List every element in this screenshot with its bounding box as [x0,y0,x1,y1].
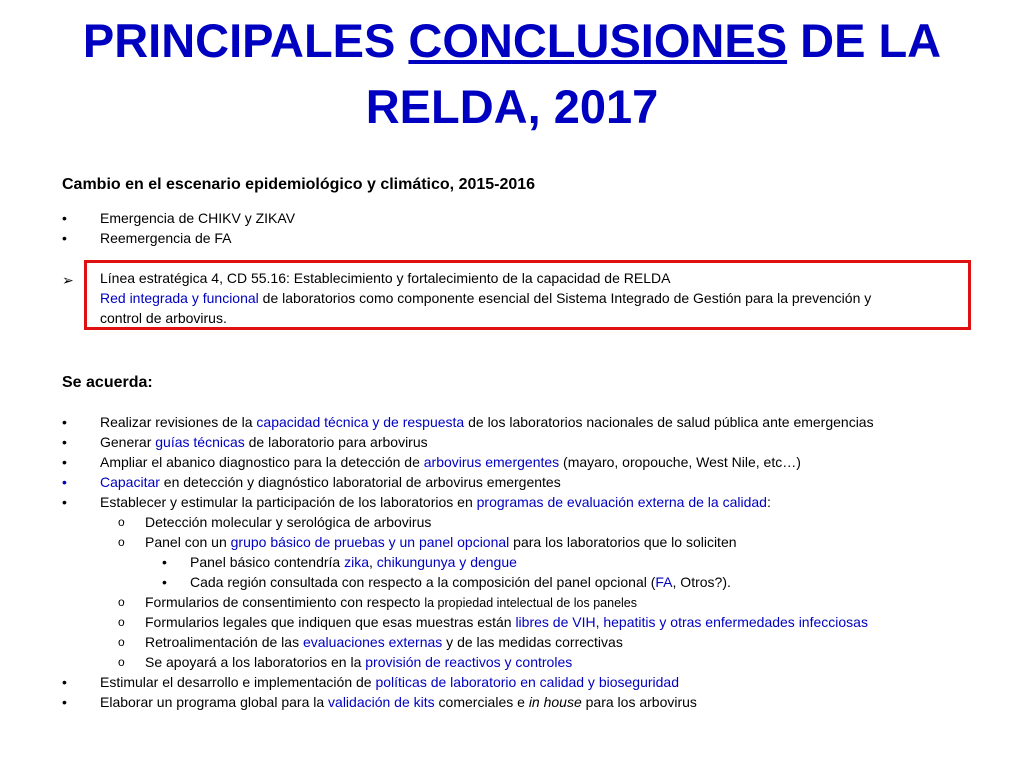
list-item: • Emergencia de CHIKV y ZIKAV [62,210,296,226]
sub-list-item: o Formularios de consentimiento con respecto la propiedad intelectual de los paneles [118,594,638,610]
list-item: • Realizar revisiones de la capacidad técnica y de respuesta de los laboratorios nacionales de salud pública ante emergencias [62,414,874,430]
sub-list-item: o Detección molecular y serológica de arbovirus [118,514,432,530]
sub-list-item: o Retroalimentación de las evaluaciones externas y de las medidas correctivas [118,634,623,650]
strategy-line-1: Línea estratégica 4, CD 55.16: Establecimiento y fortalecimiento de la capacidad de RELDA [100,270,671,286]
bullet-marker: • [62,230,67,246]
bullet-marker: • [62,414,67,430]
scenario-list [0,208,1024,248]
bullet-marker: • [62,674,67,690]
circle-marker: o [118,535,125,549]
agreements-list [0,412,1024,712]
bullet-marker: • [62,494,67,510]
list-item: • Ampliar el abanico diagnostico para la detección de arbovirus emergentes (mayaro, oropouche, West Nile, etc…) [62,454,801,470]
title-underlined-word: CONCLUSIONES [408,14,788,67]
circle-marker: o [118,635,125,649]
bullet-marker: • [162,554,167,570]
list-item: • Establecer y estimular la participación de los laboratorios en programas de evaluación externa de la calidad: [62,494,771,510]
circle-marker: o [118,595,125,609]
bullet-marker: • [62,474,67,490]
section-heading-scenario: Cambio en el escenario epidemiológico y climático, 2015-2016 [62,176,536,193]
sub-list-item: o Se apoyará a los laboratorios en la provisión de reactivos y controles [118,654,573,670]
strategy-line-3: control de arbovirus. [100,310,227,326]
arrow-bullet-icon: ➢ [62,272,74,288]
list-item: • Generar guías técnicas de laboratorio para arbovirus [62,434,428,450]
section-heading-agreed: Se acuerda: [62,374,153,391]
sub-sub-list-item: • Cada región consultada con respecto a la composición del panel opcional (FA, Otros?). [162,574,731,590]
list-item: • Reemergencia de FA [62,230,232,246]
bullet-marker: • [62,454,67,470]
bullet-marker: • [62,694,67,710]
sub-sub-list-item: • Panel básico contendría zika, chikungunya y dengue [162,554,517,570]
circle-marker: o [118,515,125,529]
bullet-marker: • [162,574,167,590]
bullet-marker: • [62,210,67,226]
sub-list-item: o Formularios legales que indiquen que esas muestras están libres de VIH, hepatitis y otras enfermedades infecciosas [118,614,868,630]
list-item: • Estimular el desarrollo e implementación de políticas de laboratorio en calidad y bioseguridad [62,674,679,690]
list-item: • Elaborar un programa global para la validación de kits comerciales e in house para los arbovirus [62,694,697,710]
circle-marker: o [118,655,125,669]
strategy-line-2: Red integrada y funcional de laboratorios como componente esencial del Sistema Integrado de Gestión para la prevención y [100,290,872,306]
slide-title [40,8,984,140]
bullet-marker: • [62,434,67,450]
title-line-2: RELDA, 2017 [365,80,659,133]
sub-list-item: o Panel con un grupo básico de pruebas y un panel opcional para los laboratorios que lo soliciten [118,534,737,550]
circle-marker: o [118,615,125,629]
title-line-1: PRINCIPALES CONCLUSIONES DE LA [82,14,942,67]
list-item: • Capacitar en detección y diagnóstico laboratorial de arbovirus emergentes [62,474,561,490]
